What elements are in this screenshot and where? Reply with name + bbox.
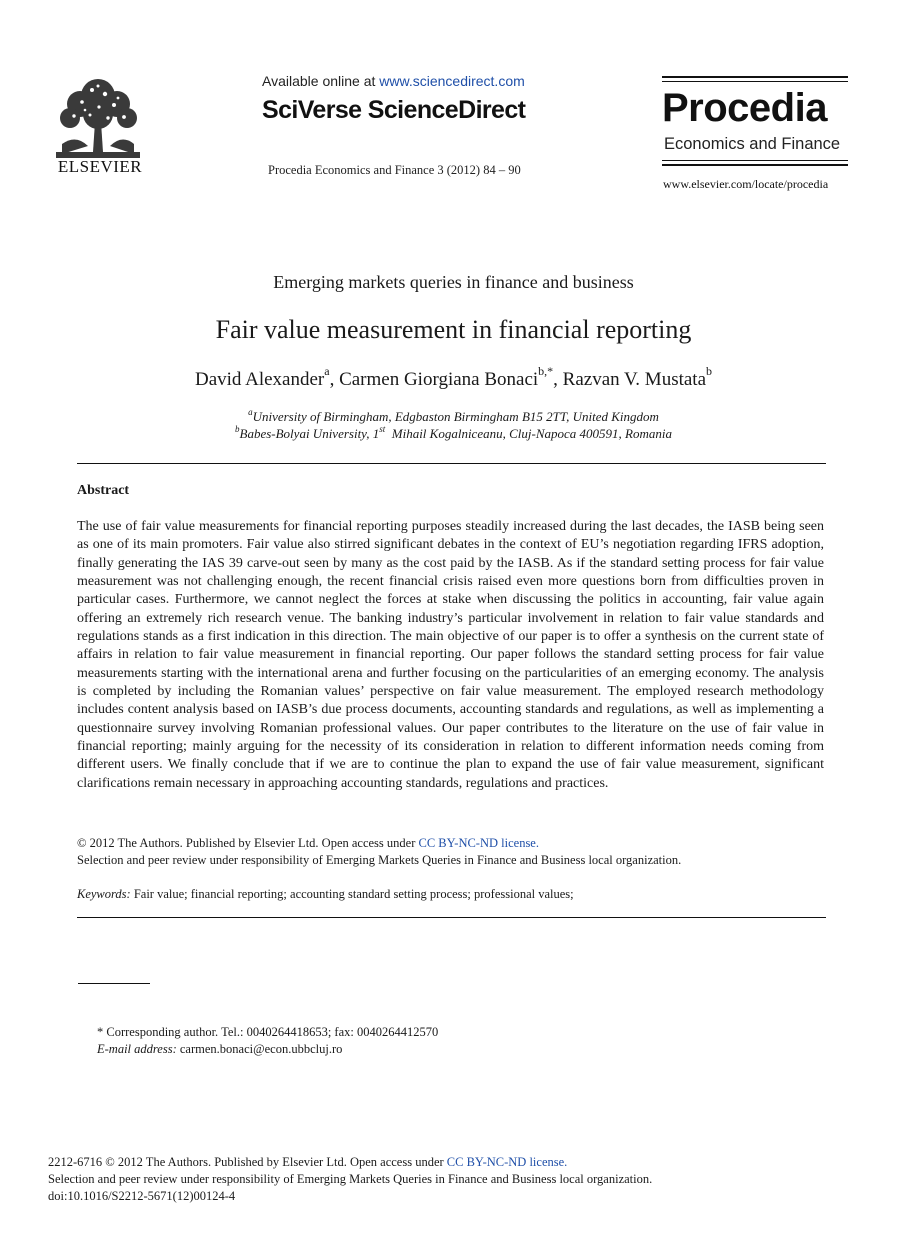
footer-copyright-text: 2212-6716 © 2012 The Authors. Published by Elsevier Ltd. Open access under: [48, 1155, 447, 1169]
sciencedirect-link[interactable]: www.sciencedirect.com: [379, 73, 525, 89]
affiliation-text: Babes-Bolyai University, 1: [239, 426, 380, 441]
footnote-divider: [78, 983, 150, 984]
available-prefix: Available online at: [262, 73, 380, 89]
conference-name: Emerging markets queries in finance and business: [273, 272, 634, 292]
author-separator: ,: [329, 369, 340, 390]
affiliation-mark: a: [248, 407, 253, 417]
email-label: E-mail address:: [97, 1042, 177, 1056]
section-divider: [77, 917, 826, 918]
procedia-subtitle: Economics and Finance: [664, 135, 841, 153]
peer-review-note: Selection and peer review under responsibility of Emerging Markets Queries in Finance and Business local organization.: [77, 853, 682, 867]
affiliation-b: [0, 426, 907, 442]
affiliation-mark: b: [235, 424, 240, 434]
available-online-line: [262, 73, 525, 89]
affiliation-text: University of Birmingham, Edgbaston Birmingham B15 2TT, United Kingdom: [252, 409, 659, 424]
paper-title: Fair value measurement in financial reporting: [215, 315, 692, 344]
author-affiliation-mark: b: [706, 364, 713, 378]
journal-reference: Procedia Economics and Finance 3 (2012) 84 – 90: [268, 163, 521, 177]
procedia-logo: Procedia: [662, 86, 827, 130]
affiliation-text-continued: Mihail Kogalniceanu, Cluj-Napoca 400591, Romania: [385, 426, 672, 441]
procedia-rule: [662, 81, 848, 82]
author-affiliation-mark: b,*: [538, 364, 554, 378]
abstract-body: The use of fair value measurements for financial reporting purposes steadily increased during the last decades, the IASB being seen as one of its main promoters. Fair value also stirred significant debates in the context of EU’s negotiation regarding IFRS adoption, finally generating the IAS 39 carve-out seen by many as the cost paid by the IASB. As if the standard setting process for fair value measurement was not challenging enough, the recent financial crisis raised even more questions born from difficulties proven in particular cases. Furthermore, we cannot neglect the forces at stake when discussing the politics in accounting, fair value again offering an extremely rich research venue. The banking industry’s particular involvement in relation to fair value standards and regulations stands as a first indication in this direction. The main objective of our paper is to offer a synthesis on the current state of affairs in relation to fair value measurement in financial reporting. Our paper follows the standard setting process for fair value measurements starting with the international arena and further focusing on the particularities of an emerging economy. The analysis is completed by including the Romanian values’ perspective on fair value measurement. The employed research methodology includes content analysis based on IASB’s due process documents, accounting standards and regulations, as well as implementing a questionnaire survey involving Romanian professional values. Our paper contributes to the literature on the use of fair value in financial reporting; mainly arguing for the necessity of its consideration in relation to different information needs coming from different users. We finally conclude that if we are to continue the plan to expand the use of fair value measurement, significant clarifications remain necessary in approaching accounting standards, regulations and practices.: [77, 519, 824, 791]
elsevier-wordmark: ELSEVIER: [57, 157, 143, 176]
email-address[interactable]: carmen.bonaci@econ.ubbcluj.ro: [176, 1042, 343, 1056]
author-affiliation-mark: a: [324, 364, 330, 378]
keywords-line: [77, 887, 574, 902]
procedia-rule: [662, 164, 848, 166]
footer-copyright: [48, 1155, 567, 1170]
abstract-heading: Abstract: [77, 483, 130, 498]
author-name: Razvan V. Mustata: [562, 369, 707, 390]
author-list: [0, 364, 907, 391]
section-divider: [77, 463, 826, 464]
corresponding-author-note: * Corresponding author. Tel.: 0040264418653; fax: 0040264412570: [97, 1025, 439, 1039]
copyright-text: © 2012 The Authors. Published by Elsevier Ltd. Open access under: [77, 836, 419, 850]
author-name: David Alexander: [194, 369, 325, 390]
copyright-line: [77, 836, 539, 851]
author-name: Carmen Giorgiana Bonaci: [339, 369, 539, 390]
procedia-rule: [662, 160, 848, 161]
affiliation-a: [0, 409, 907, 425]
procedia-rule: [662, 76, 848, 78]
keywords-text: Fair value; financial reporting; accounting standard setting process; professional values;: [130, 887, 574, 901]
license-link[interactable]: CC BY-NC-ND license.: [418, 836, 539, 850]
footer-peer-review: Selection and peer review under responsibility of Emerging Markets Queries in Finance and Business local organization.: [48, 1172, 653, 1186]
sciverse-logo: SciVerse ScienceDirect: [262, 96, 526, 124]
journal-url-link[interactable]: www.elsevier.com/locate/procedia: [663, 177, 829, 191]
footer-doi: doi:10.1016/S2212-5671(12)00124-4: [48, 1189, 236, 1203]
ordinal-suffix: st: [379, 424, 386, 434]
email-line: [97, 1042, 342, 1057]
elsevier-tree-logo-icon: [52, 74, 144, 160]
keywords-label: Keywords:: [77, 887, 131, 901]
footer-license-link[interactable]: CC BY-NC-ND license.: [446, 1155, 568, 1169]
author-separator: ,: [553, 369, 563, 390]
